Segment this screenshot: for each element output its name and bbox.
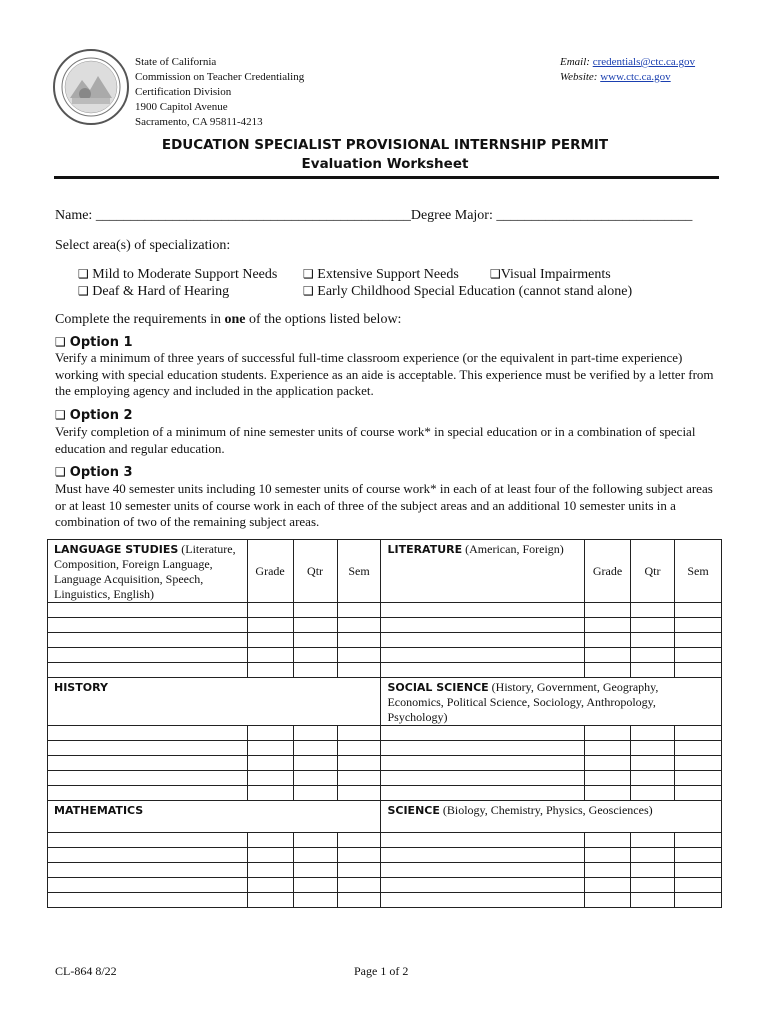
contact-info [560, 55, 695, 85]
table-row[interactable] [48, 771, 722, 786]
degree-field[interactable]: ____________________________ [496, 208, 693, 223]
section-desc: (History, Government, Geography, Economics, Political Science, Sociology, Anthropology, Psychology) [387, 680, 659, 724]
table-row[interactable] [48, 603, 722, 618]
table-row[interactable] [48, 893, 722, 908]
section-header-row [48, 540, 722, 603]
social-science-header [381, 678, 722, 726]
checkbox-icon[interactable]: ❑ [78, 267, 89, 281]
checkbox-icon[interactable]: ❑ [55, 408, 66, 422]
table-row[interactable] [48, 878, 722, 893]
name-label: Name: [55, 208, 96, 223]
checkbox-icon[interactable]: ❑ [78, 284, 89, 298]
table-row[interactable] [48, 833, 722, 848]
option-3-heading[interactable] [55, 463, 133, 481]
table-row[interactable] [48, 741, 722, 756]
page-number: Page 1 of 2 [354, 964, 409, 978]
checkbox-icon[interactable]: ❑ [303, 267, 314, 281]
agency-line: Sacramento, CA 95811-4213 [135, 116, 263, 128]
table-row[interactable] [48, 756, 722, 771]
area-label: Extensive Support Needs [317, 267, 459, 282]
page-title [0, 136, 770, 174]
literature-header [381, 540, 585, 603]
area-mild[interactable] [78, 266, 277, 283]
science-header [381, 801, 722, 833]
option-2-heading[interactable] [55, 406, 133, 424]
section-title: HISTORY [54, 681, 108, 694]
area-early[interactable] [303, 283, 632, 300]
qtr-col-header: Qtr [631, 540, 675, 603]
section-title: SOCIAL SCIENCE [387, 681, 489, 694]
grade-col-header: Grade [247, 540, 293, 603]
agency-line: Certification Division [135, 86, 232, 98]
qtr-col-header: Qtr [293, 540, 337, 603]
history-header [48, 678, 381, 726]
divider [54, 176, 719, 179]
title-line-2: Evaluation Worksheet [301, 156, 469, 172]
agency-line: 1900 Capitol Avenue [135, 101, 228, 113]
grade-col-header: Grade [585, 540, 631, 603]
area-extensive[interactable] [303, 266, 459, 283]
option-2-text: Verify completion of a minimum of nine semester units of course work* in special education or in a combination of special education and regular education. [55, 424, 696, 456]
checkbox-icon[interactable]: ❑ [55, 335, 66, 349]
agency-line: Commission on Teacher Credentialing [135, 71, 305, 83]
agency-line: State of California [135, 56, 217, 68]
instruction-text: of the options listed below: [245, 312, 402, 327]
instruction-emphasis: one [224, 312, 246, 327]
mathematics-header [48, 801, 381, 833]
area-label: Visual Impairments [500, 267, 611, 282]
section-title: LANGUAGE STUDIES [54, 543, 179, 556]
section-desc: (Biology, Chemistry, Physics, Geosciences) [442, 803, 653, 817]
agency-address [135, 55, 304, 130]
language-studies-header [48, 540, 248, 603]
name-degree-row [55, 207, 692, 224]
section-header-row [48, 678, 722, 726]
table-row[interactable] [48, 663, 722, 678]
checkbox-icon[interactable]: ❑ [490, 267, 501, 281]
name-field[interactable]: _____________________________________________ [95, 208, 411, 223]
section-title: MATHEMATICS [54, 804, 144, 817]
table-row[interactable] [48, 618, 722, 633]
option-title: Option 2 [69, 408, 133, 423]
email-link[interactable]: credentials@ctc.ca.gov [592, 56, 696, 68]
coursework-table [47, 539, 722, 908]
sem-col-header: Sem [337, 540, 381, 603]
complete-instruction [55, 311, 401, 328]
form-id: CL-864 8/22 [55, 964, 117, 978]
option-1-heading[interactable] [55, 333, 133, 351]
select-label: Select area(s) of specialization: [55, 238, 231, 253]
option-title: Option 1 [69, 335, 133, 350]
checkbox-icon[interactable]: ❑ [55, 465, 66, 479]
state-seal-icon [52, 48, 130, 126]
area-label: Early Childhood Special Education (cannot stand alone) [317, 284, 633, 299]
section-desc: (American, Foreign) [465, 542, 564, 556]
option-title: Option 3 [69, 465, 133, 480]
area-label: Mild to Moderate Support Needs [92, 267, 278, 282]
option-3-text: Must have 40 semester units including 10 semester units of course work* in each of at least four of the following subject areas or at least 10 semester units of course work in each of three of the subject areas and an additional 10 semester units in a combination of two of the remaining subject areas. [55, 481, 713, 529]
website-label: Website: [560, 71, 601, 83]
section-desc: (Literature, Composition, Foreign Language, Language Acquisition, Speech, Linguistics, English) [54, 542, 236, 601]
email-label: Email: [560, 56, 593, 68]
degree-label: Degree Major: [410, 208, 497, 223]
section-header-row [48, 801, 722, 833]
area-deaf[interactable] [78, 283, 229, 300]
table-row[interactable] [48, 863, 722, 878]
checkbox-icon[interactable]: ❑ [303, 284, 314, 298]
table-row[interactable] [48, 633, 722, 648]
title-line-1: EDUCATION SPECIALIST PROVISIONAL INTERNSHIP PERMIT [161, 137, 609, 153]
instruction-text: Complete the requirements in [55, 312, 225, 327]
section-title: LITERATURE [387, 543, 463, 556]
table-row[interactable] [48, 648, 722, 663]
table-row[interactable] [48, 786, 722, 801]
option-1-text: Verify a minimum of three years of successful full-time classroom experience (or the equivalent in part-time experience) working with special education students. Experience as an aide is acceptable. This experience must be verified by a letter from the employing agency and included in the application packet. [55, 350, 714, 398]
sem-col-header: Sem [674, 540, 721, 603]
website-link[interactable]: www.ctc.ca.gov [600, 71, 671, 83]
table-row[interactable] [48, 848, 722, 863]
area-visual[interactable] [490, 266, 611, 283]
area-label: Deaf & Hard of Hearing [92, 284, 230, 299]
section-title: SCIENCE [387, 804, 440, 817]
table-row[interactable] [48, 726, 722, 741]
